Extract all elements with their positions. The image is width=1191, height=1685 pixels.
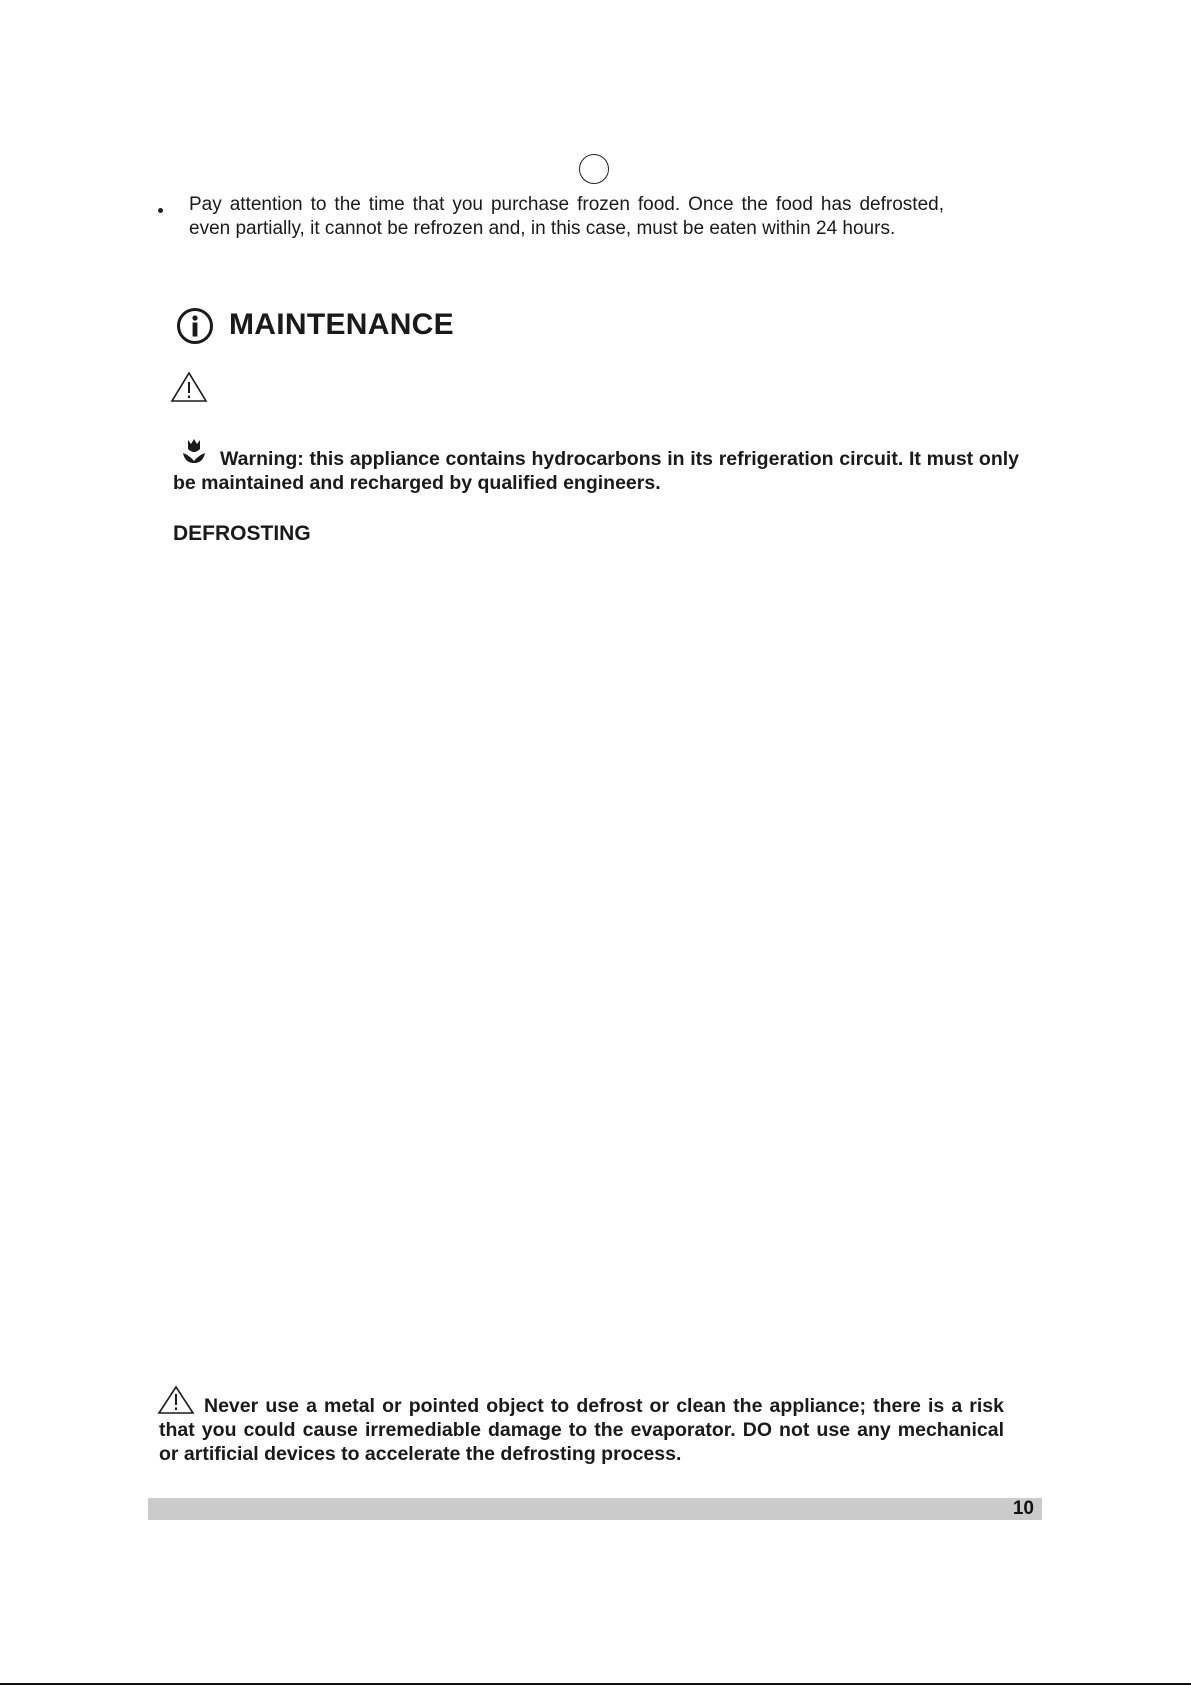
warning-triangle-icon (170, 371, 208, 403)
section-title: MAINTENANCE (229, 308, 454, 341)
subsection-title: DEFROSTING (173, 522, 311, 545)
bullet-item-text: Pay attention to the time that you purchase frozen food. Once the food has defrosted, even partially, it cannot be refrozen and, in this case, must be eaten within 24 hours. (189, 194, 944, 239)
defrost-caution-text: Never use a metal or pointed object to defrost or clean the appliance; there is a risk that you could cause irremediable damage to the evaporator. DO not use any mechanical or artificial devices to accelerate the defrosting process. (159, 1395, 1004, 1465)
footer-bar (148, 1498, 1042, 1520)
info-icon (176, 307, 214, 345)
hydrocarbon-warning-text: Warning: this appliance contains hydrocarbons in its refrigeration circuit. It must only be maintained and recharged by qualified engineers. (173, 448, 1019, 494)
page-number: 10 (1012, 1498, 1034, 1519)
bullet-dot (158, 208, 163, 213)
circle-mark-icon (579, 154, 609, 184)
